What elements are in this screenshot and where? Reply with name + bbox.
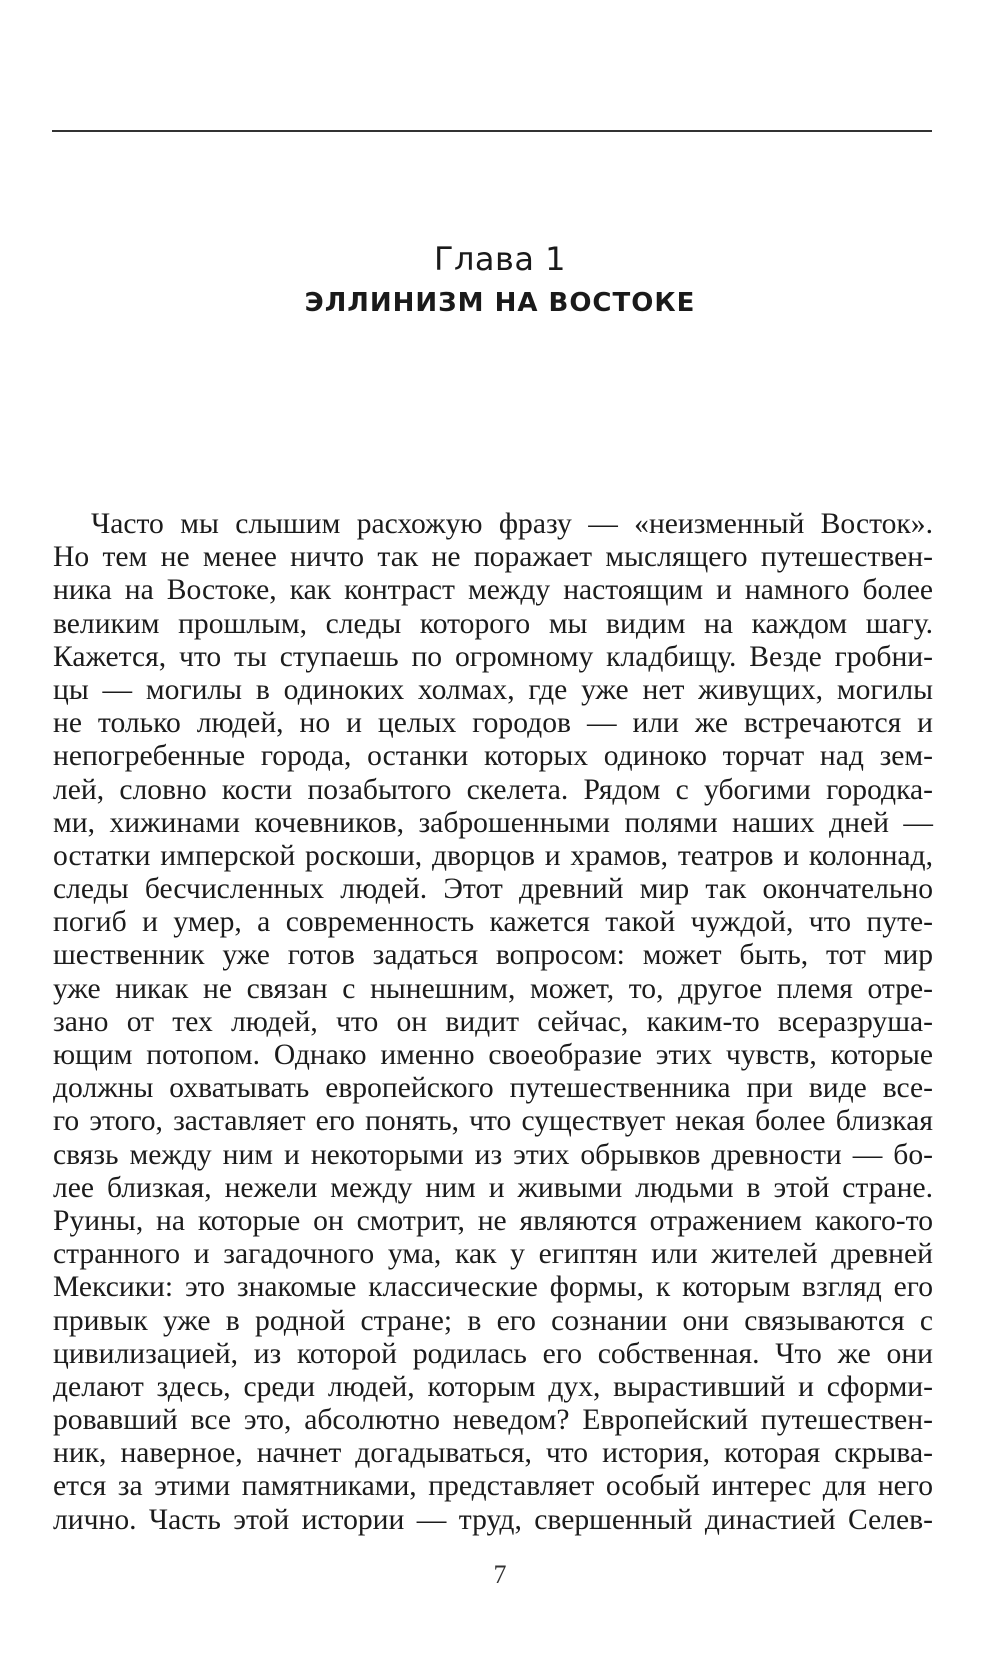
text-line: ровавший все это, абсолютно неведом? Европейский путешествен- [53, 1404, 933, 1437]
text-line: великим прошлым, следы которого мы видим на каждом шагу. [53, 607, 933, 640]
text-line: погиб и умер, а современность кажется такой чуждой, что путе- [53, 906, 933, 939]
body-text [53, 508, 933, 1537]
text-line: шественник уже готов задаться вопросом: может быть, тот мир [53, 939, 933, 972]
text-line: Но тем не менее ничто так не поражает мыслящего путешествен- [53, 541, 933, 574]
text-line: цивилизацией, из которой родилась его собственная. Что же они [53, 1337, 933, 1370]
text-line: лей, словно кости позабытого скелета. Рядом с убогими городка- [53, 773, 933, 806]
text-line: странного и загадочного ума, как у египтян или жителей древней [53, 1238, 933, 1271]
text-line: следы бесчисленных людей. Этот древний мир так окончательно [53, 873, 933, 906]
header-rule [52, 130, 932, 132]
text-line: цы — могилы в одиноких холмах, где уже нет живущих, могилы [53, 673, 933, 706]
text-line: привык уже в родной стране; в его сознании они связываются с [53, 1304, 933, 1337]
text-line: Мексики: это знакомые классические формы, к которым взгляд его [53, 1271, 933, 1304]
text-line: остатки имперской роскоши, дворцов и храмов, театров и колоннад, [53, 839, 933, 872]
chapter-title: ЭЛЛИНИЗМ НА ВОСТОКЕ [304, 288, 696, 318]
text-line: лее близкая, нежели между ним и живыми людьми в этой стране. [53, 1171, 933, 1204]
text-line: непогребенные города, останки которых одиноко торчат над зем- [53, 740, 933, 773]
text-line: не только людей, но и целых городов — или же встречаются и [53, 707, 933, 740]
text-line: ник, наверное, начнет догадываться, что история, которая скрыва- [53, 1437, 933, 1470]
text-line: ющим потопом. Однако именно своеобразие этих чувств, которые [53, 1039, 933, 1071]
text-line: ника на Востоке, как контраст между настоящим и намного более [53, 574, 933, 607]
text-line: го этого, заставляет его понять, что существует некая более близкая [53, 1105, 933, 1138]
text-line: связь между ним и некоторыми из этих обрывков древности — бо- [53, 1138, 933, 1171]
text-line: Часто мы слышим расхожую фразу — «неизменный Восток». [91, 508, 933, 540]
text-line: должны охватывать европейского путешественника при виде все- [53, 1072, 933, 1105]
text-line: лично. Часть этой истории — труд, свершенный династией Селев- [53, 1503, 933, 1536]
text-line: делают здесь, среди людей, которым дух, вырастивший и сформи- [53, 1370, 933, 1403]
page-number: 7 [493, 1560, 507, 1589]
text-line: Кажется, что ты ступаешь по огромному кладбищу. Везде гробни- [53, 640, 933, 673]
text-line: ется за этими памятниками, представляет особый интерес для него [53, 1470, 933, 1503]
text-line: зано от тех людей, что он видит сейчас, каким-то всеразруша- [53, 1005, 933, 1038]
text-line: уже никак не связан с нынешним, может, то, другое племя отре- [53, 972, 933, 1005]
text-line: ми, хижинами кочевников, заброшенными полями наших дней — [53, 806, 933, 839]
chapter-number: Глава 1 [433, 240, 567, 278]
text-line: Руины, на которые он смотрит, не являются отражением какого-то [53, 1204, 933, 1237]
